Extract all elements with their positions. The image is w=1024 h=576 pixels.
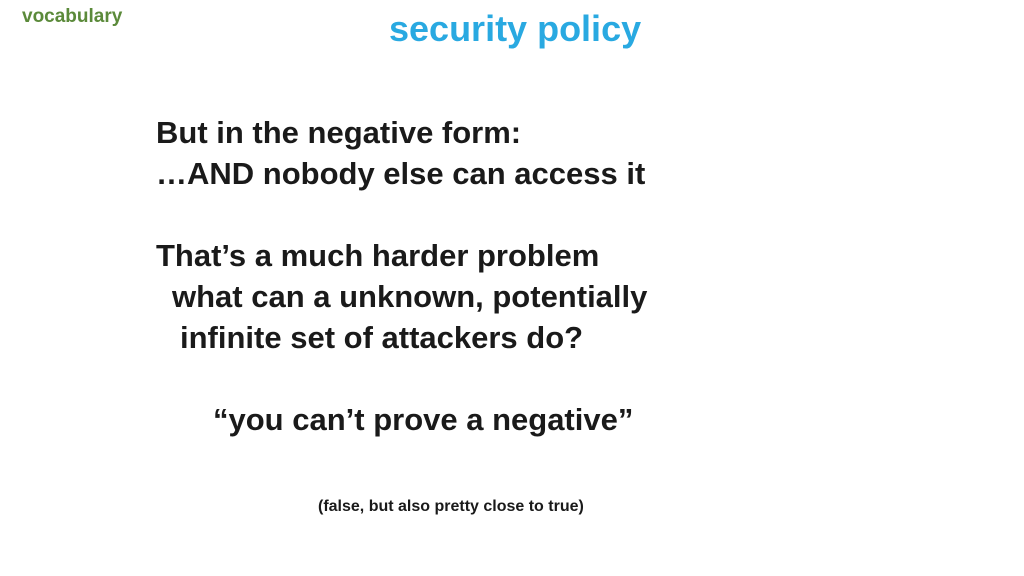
footnote: (false, but also pretty close to true) xyxy=(318,498,584,515)
body-line-nobody-else: …AND nobody else can access it xyxy=(156,156,646,191)
body-line-unknown-attackers: what can a unknown, potentially xyxy=(172,279,648,314)
slide-title: security policy xyxy=(389,8,642,49)
body-line-infinite-set: infinite set of attackers do? xyxy=(180,320,584,355)
body-line-harder-problem: That’s a much harder problem xyxy=(156,238,600,273)
body-line-negative-form: But in the negative form: xyxy=(156,115,522,150)
section-label: vocabulary xyxy=(22,6,123,27)
body-quote: “you can’t prove a negative” xyxy=(213,402,634,437)
